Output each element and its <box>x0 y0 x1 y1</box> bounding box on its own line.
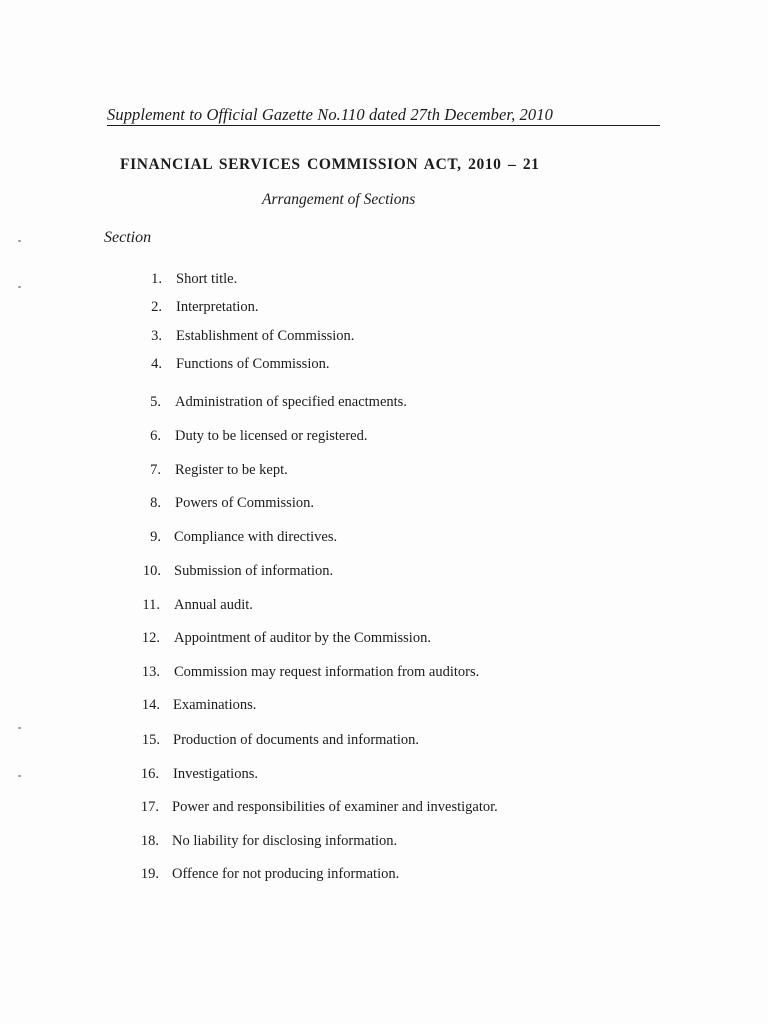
scan-speck <box>18 240 21 242</box>
section-entry <box>0 833 768 853</box>
section-number: 6. <box>150 428 161 444</box>
scan-speck <box>18 286 21 288</box>
section-title: Appointment of auditor by the Commission. <box>174 630 431 646</box>
header-rule <box>107 125 660 126</box>
section-number: 2. <box>151 299 162 315</box>
section-number: 10. <box>142 563 161 579</box>
section-entry <box>0 271 768 291</box>
section-number: 7. <box>150 462 161 478</box>
section-title: Investigations. <box>173 766 258 782</box>
scan-speck <box>18 727 21 729</box>
section-title: Commission may request information from auditors. <box>174 664 480 680</box>
section-number: 8. <box>150 495 161 511</box>
section-number: 15. <box>141 732 160 748</box>
section-number: 13. <box>141 664 160 680</box>
section-number: 4. <box>151 356 162 372</box>
section-entry <box>0 328 768 348</box>
arrangement-subtitle: Arrangement of Sections <box>262 191 416 208</box>
section-entry <box>0 495 768 515</box>
section-entry <box>0 630 768 650</box>
section-number: 14. <box>141 697 160 713</box>
section-entry <box>0 732 768 752</box>
section-number: 5. <box>150 394 161 410</box>
section-entry <box>0 866 768 886</box>
section-title: Examinations. <box>173 697 257 713</box>
section-number: 17. <box>140 799 159 815</box>
section-entry <box>0 299 768 319</box>
section-number: 19. <box>140 866 159 882</box>
section-entry <box>0 394 768 414</box>
section-title: Submission of information. <box>174 563 334 579</box>
section-number: 1. <box>151 271 162 287</box>
section-entry <box>0 697 768 717</box>
section-title: Establishment of Commission. <box>176 328 355 344</box>
section-entry <box>0 529 768 549</box>
section-entry <box>0 356 768 376</box>
section-entry <box>0 597 768 617</box>
section-entry <box>0 462 768 482</box>
section-title: No liability for disclosing information. <box>172 833 398 849</box>
section-number: 9. <box>150 529 161 545</box>
section-number: 12. <box>141 630 160 646</box>
section-title: Powers of Commission. <box>175 495 314 511</box>
section-number: 16. <box>140 766 159 782</box>
section-title: Power and responsibilities of examiner and investigator. <box>172 799 498 815</box>
section-title: Compliance with directives. <box>174 529 338 545</box>
section-title: Production of documents and information. <box>173 732 420 748</box>
section-number: 11. <box>142 597 160 613</box>
section-entry <box>0 428 768 448</box>
section-title: Interpretation. <box>176 299 259 315</box>
section-number: 3. <box>151 328 162 344</box>
section-title: Annual audit. <box>174 597 253 613</box>
section-title: Administration of specified enactments. <box>175 394 407 410</box>
section-title: Register to be kept. <box>175 462 288 478</box>
act-title: FINANCIAL SERVICES COMMISSION ACT, 2010 – 21 <box>120 156 540 173</box>
section-title: Offence for not producing information. <box>172 866 400 882</box>
section-number: 18. <box>140 833 159 849</box>
section-heading: Section <box>104 229 152 246</box>
section-entry <box>0 766 768 786</box>
gazette-header: Supplement to Official Gazette No.110 dated 27th December, 2010 <box>107 105 553 124</box>
section-title: Functions of Commission. <box>176 356 330 372</box>
section-title: Short title. <box>176 271 238 287</box>
section-entry <box>0 563 768 583</box>
section-entry <box>0 664 768 684</box>
section-title: Duty to be licensed or registered. <box>175 428 368 444</box>
section-entry <box>0 799 768 819</box>
scan-speck <box>18 775 21 777</box>
